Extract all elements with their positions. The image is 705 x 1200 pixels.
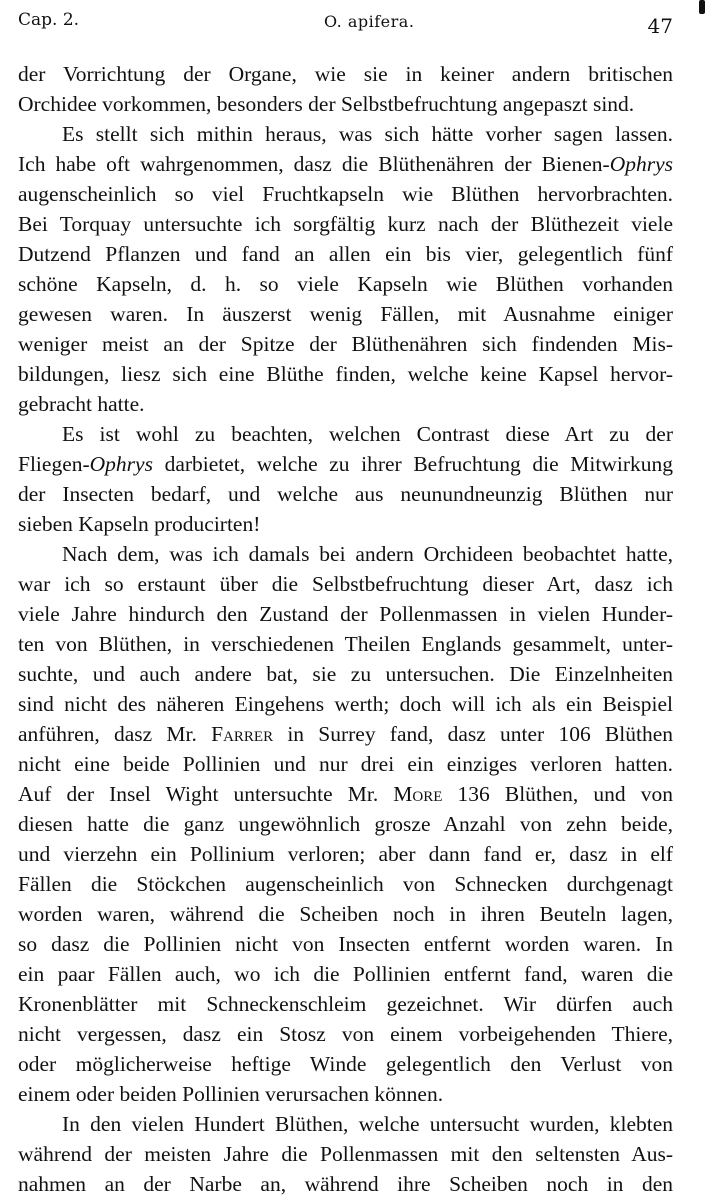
text-line: schöne Kapseln, d. h. so viele Kapseln wie Blüthen vorhanden [18,272,673,296]
running-header [18,10,673,36]
text-line: anführen, dasz Mr. Farrer in Surrey fand, dasz unter 106 Blüthen [18,722,673,746]
chapter-label: Cap. 2. [18,10,80,30]
text-line: Orchidee vorkommen, besonders der Selbstbefruchtung angepaszt sind. [18,92,635,116]
text-line: Auf der Insel Wight untersuchte Mr. More 136 Blüthen, und von [18,782,673,806]
text-line: sieben Kapseln producirten! [18,512,261,536]
text-line: so dasz die Pollinien nicht von Insecten entfernt worden waren. In [18,932,673,956]
text-line: gebracht hatte. [18,392,145,416]
text-line: ein paar Fällen auch, wo ich die Pollinien entfernt fand, waren die [18,962,673,986]
text-line: gewesen waren. In äuszerst wenig Fällen, mit Ausnahme einiger [18,302,673,326]
text-line: In den vielen Hundert Blüthen, welche untersucht wurden, klebten [62,1112,673,1136]
text-line: Es ist wohl zu beachten, welchen Contrast diese Art zu der [62,422,673,446]
running-title: O. apifera. [324,12,415,31]
italic-ophrys: Ophrys [89,452,153,476]
text-line: oder möglicherweise heftige Winde gelegentlich den Verlust von [18,1052,673,1076]
text-line: viele Jahre hindurch den Zustand der Pollenmassen in vielen Hunder- [18,602,673,626]
text-line: Fällen die Stöckchen augenscheinlich von Schnecken durchgenagt [18,872,673,896]
text-line: während der meisten Jahre die Pollenmassen mit den seltensten Aus- [18,1142,673,1166]
text-line: sind nicht des näheren Eingehens werth; doch will ich als ein Beispiel [18,692,673,716]
margin-ink-mark [699,0,705,14]
text-line: Ich habe oft wahrgenommen, dasz die Blüthenähren der Bienen-Ophrys [18,152,673,176]
page-number: 47 [647,14,673,38]
name-farrer: Farrer [211,722,274,746]
text-line: einem oder beiden Pollinien verursachen können. [18,1082,444,1106]
text-line: nicht eine beide Pollinien und nur drei ein einziges verloren hatten. [18,752,673,776]
text-line: diesen hatte die ganz ungewöhnlich grosze Anzahl von zehn beide, [18,812,673,836]
text-line: weniger meist an der Spitze der Blüthenähren sich findenden Mis- [18,332,673,356]
text-line: nahmen an der Narbe an, während ihre Scheiben noch in den [18,1172,673,1196]
body-text [18,59,673,1199]
name-more: More [393,782,443,806]
text-line: ten von Blüthen, in verschiedenen Theilen Englands gesammelt, unter- [18,632,673,656]
text-line: suchte, und auch andere bat, sie zu untersuchen. Die Einzelnheiten [18,662,673,686]
text-line: der Insecten bedarf, und welche aus neunundneunzig Blüthen nur [18,482,673,506]
text-line: Es stellt sich mithin heraus, was sich hätte vorher sagen lassen. [62,122,673,146]
text-line: bildungen, liesz sich eine Blüthe finden, welche keine Kapsel hervor- [18,362,673,386]
text-line: nicht vergessen, dasz ein Stosz von einem vorbeigehenden Thiere, [18,1022,673,1046]
text-line: Nach dem, was ich damals bei andern Orchideen beobachtet hatte, [62,542,673,566]
italic-ophrys: Ophrys [609,152,673,176]
text-line: augenscheinlich so viel Fruchtkapseln wie Blüthen hervorbrachten. [18,182,673,206]
text-line: Bei Torquay untersuchte ich sorgfältig kurz nach der Blüthezeit viele [18,212,673,236]
text-line: der Vorrichtung der Organe, wie sie in keiner andern britischen [18,62,673,86]
text-line: Fliegen-Ophrys darbietet, welche zu ihrer Befruchtung die Mitwirkung [18,452,673,476]
text-line: Kronenblätter mit Schneckenschleim gezeichnet. Wir dürfen auch [18,992,673,1016]
text-line: war ich so erstaunt über die Selbstbefruchtung dieser Art, dasz ich [18,572,673,596]
text-line: Dutzend Pflanzen und fand an allen ein bis vier, gelegentlich fünf [18,242,673,266]
text-line: und vierzehn ein Pollinium verloren; aber dann fand er, dasz in elf [18,842,673,866]
text-line: worden waren, während die Scheiben noch in ihren Beuteln lagen, [18,902,673,926]
